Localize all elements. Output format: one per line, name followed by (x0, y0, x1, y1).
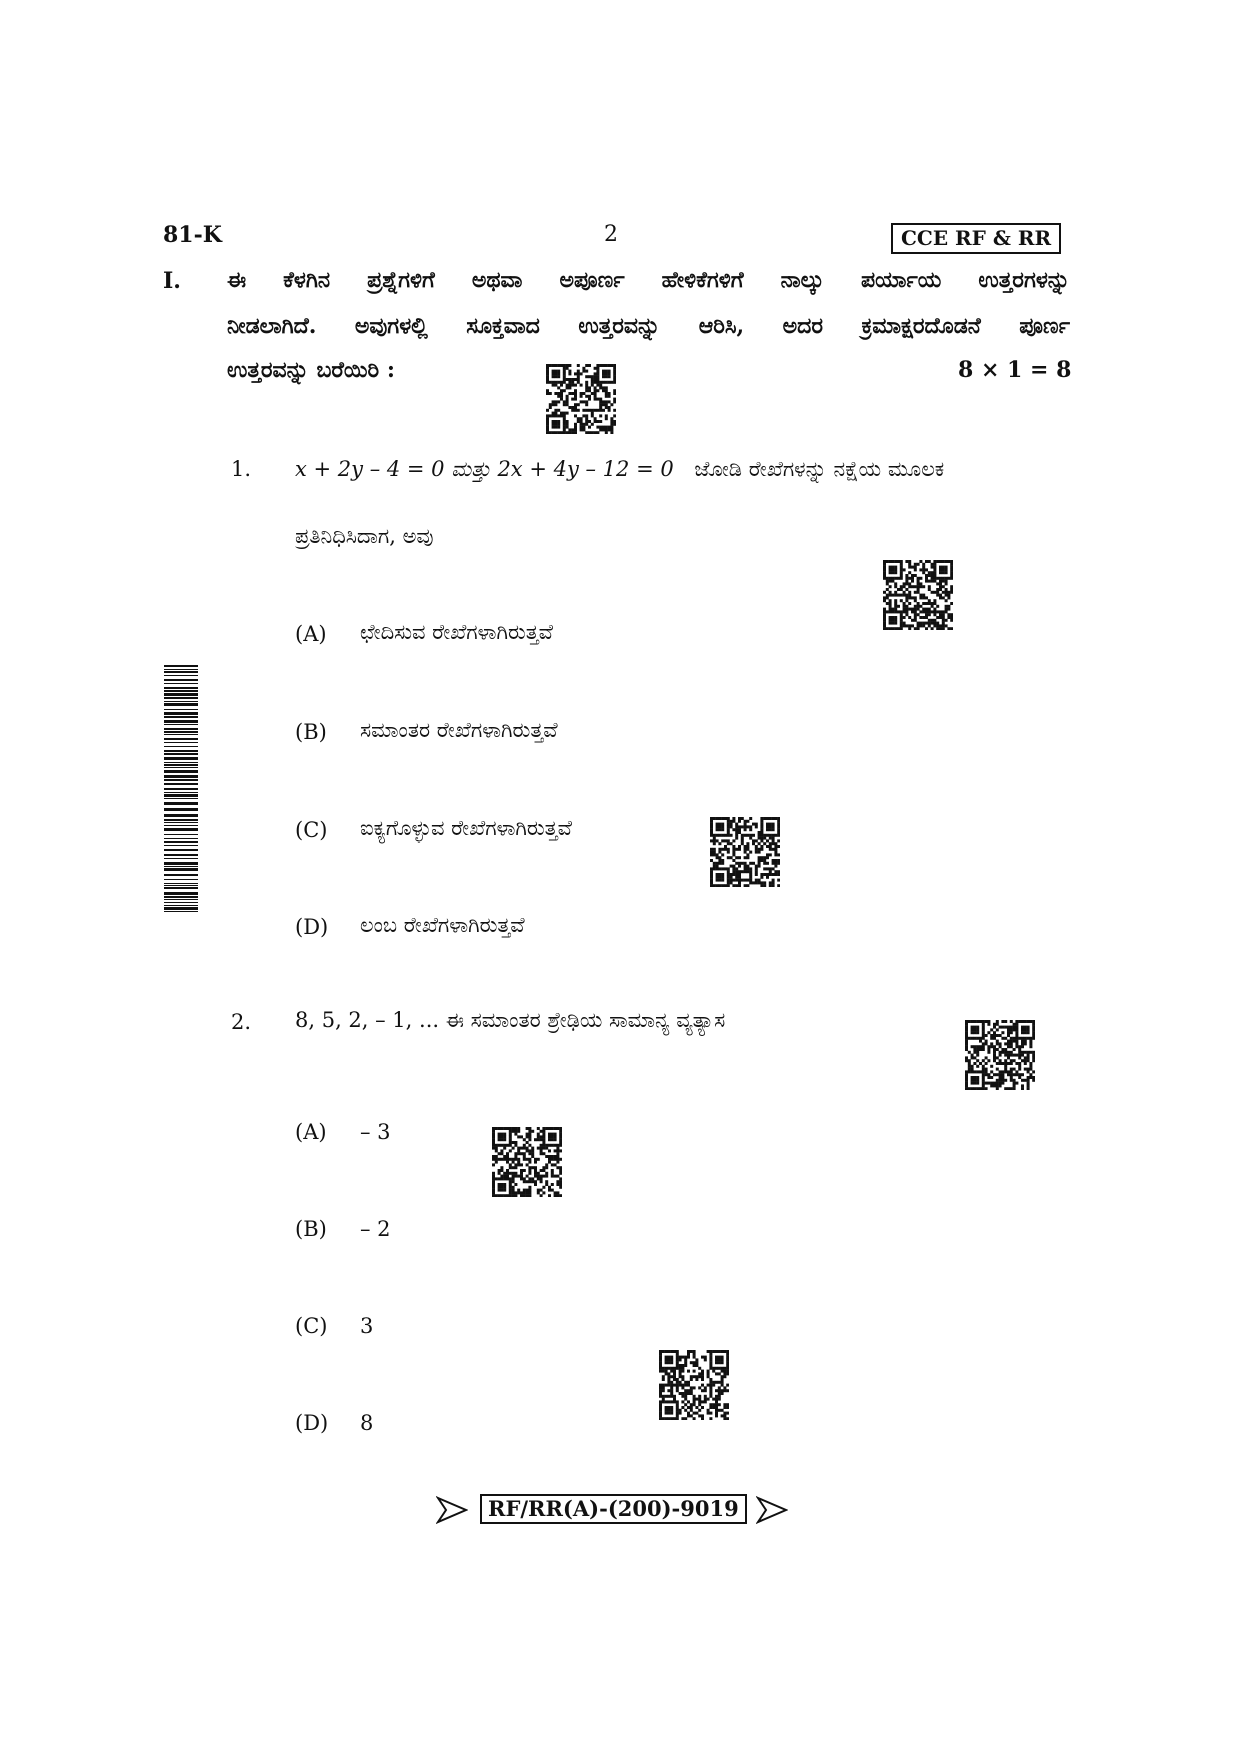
qr-code-icon (883, 560, 953, 630)
qr-code-icon (965, 1020, 1035, 1090)
q1-option-b-letter: (B) (295, 720, 327, 744)
question-2-text: 8, 5, 2, – 1, ... ಈ ಸಮಾಂತರ ಶ್ರೇಢಿಯ ಸಾಮಾನ್ಯ ವ್ಯತ್ಯಾಸ (295, 1008, 726, 1032)
q2-option-b-letter: (B) (295, 1217, 327, 1241)
paper-code: 81-K (163, 222, 222, 248)
q2-option-a-text: – 3 (360, 1120, 391, 1144)
q1-option-c-text: ಐಕ್ಯಗೊಳ್ಳುವ ರೇಖೆಗಳಾಗಿರುತ್ತವೆ (360, 816, 572, 840)
qr-code-icon (546, 364, 616, 434)
q2-option-b-text: – 2 (360, 1217, 391, 1241)
q2-option-c-letter: (C) (295, 1314, 328, 1338)
page-number: 2 (604, 222, 618, 247)
question-1-equation: x + 2y – 4 = 0 ಮತ್ತು 2x + 4y – 12 = 0 (295, 457, 674, 481)
question-2-number: 2. (231, 1010, 252, 1034)
q1-option-d-text: ಲಂಬ ರೇಖೆಗಳಾಗಿರುತ್ತವೆ (360, 913, 525, 937)
question-1-number: 1. (231, 457, 252, 481)
instruction-line-2: ನೀಡಲಾಗಿದೆ. ಅವುಗಳಲ್ಲಿ ಸೂಕ್ತವಾದ ಉತ್ತರವನ್ನು ಆರಿಸಿ, ಅದರ ಕ್ರಮಾಕ್ಷರದೊಡನೆ ಪೂರ್ಣ (227, 313, 1070, 339)
question-1-text-rest: ಜೋಡಿ ರೇಖೆಗಳನ್ನು ನಕ್ಷೆಯ ಮೂಲಕ (694, 457, 945, 481)
arrow-right-icon (436, 1494, 468, 1526)
q1-option-a-letter: (A) (295, 622, 327, 646)
q1-option-a-text: ಛೇದಿಸುವ ರೇಖೆಗಳಾಗಿರುತ್ತವೆ (360, 620, 553, 644)
q2-option-d-text: 8 (360, 1411, 374, 1435)
exam-tag: CCE RF & RR (891, 223, 1061, 254)
arrow-right-icon (756, 1494, 788, 1526)
q2-option-d-letter: (D) (295, 1411, 329, 1435)
q2-option-c-text: 3 (360, 1314, 374, 1338)
qr-code-icon (710, 817, 780, 887)
qr-code-icon (659, 1350, 729, 1420)
instruction-line-1: ಈ ಕೆಳಗಿನ ಪ್ರಶ್ನೆಗಳಿಗೆ ಅಥವಾ ಅಪೂರ್ಣ ಹೇಳಿಕೆಗಳಿಗೆ ನಾಲ್ಕು ಪರ್ಯಾಯ ಉತ್ತರಗಳನ್ನು (227, 267, 1070, 293)
q1-option-c-letter: (C) (295, 818, 328, 842)
q1-option-d-letter: (D) (295, 915, 329, 939)
q1-option-b-text: ಸಮಾಂತರ ರೇಖೆಗಳಾಗಿರುತ್ತವೆ (360, 718, 558, 742)
marks-allocation: 8 × 1 = 8 (958, 357, 1072, 383)
section-number: I. (163, 268, 181, 294)
question-1-line-1 (295, 457, 944, 482)
qr-code-icon (492, 1127, 562, 1197)
barcode-icon (164, 665, 198, 915)
q2-option-a-letter: (A) (295, 1120, 327, 1144)
question-1-line-2: ಪ್ರತಿನಿಧಿಸಿದಾಗ, ಅವು (295, 524, 434, 548)
instruction-line-3: ಉತ್ತರವನ್ನು ಬರೆಯಿರಿ : (227, 357, 395, 383)
footer-code: RF/RR(A)-(200)-9019 (480, 1494, 747, 1524)
